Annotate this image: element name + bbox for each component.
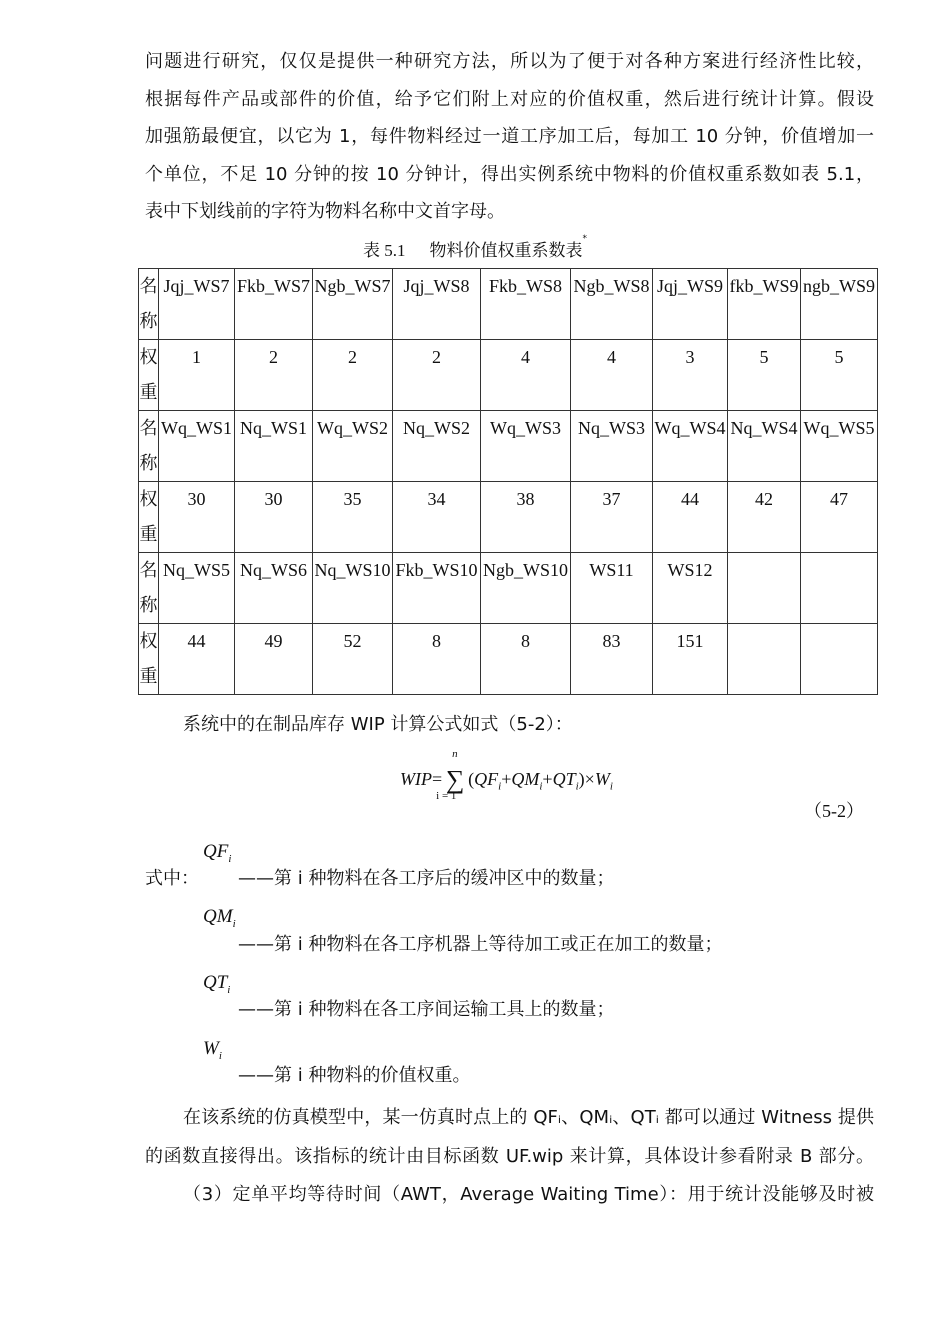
name-row [139, 269, 878, 340]
weight-value-cell: 4 [571, 340, 653, 411]
material-name-cell: Jqj_WS8 [393, 269, 481, 340]
material-name-cell: ngb_WS9 [801, 269, 878, 340]
material-name-cell: Wq_WS2 [313, 411, 393, 482]
paragraph-line: 在该系统的仿真模型中，某一仿真时点上的 QFᵢ、QMᵢ、QTᵢ 都可以通过 Witness 提供 [183, 1107, 874, 1128]
weight-value-cell: 5 [801, 340, 878, 411]
material-name-cell: Fkb_WS8 [481, 269, 571, 340]
paragraph-line: （3）定单平均等待时间（AWT，Average Waiting Time）：用于统计没能够及时被 [183, 1184, 874, 1205]
wip-formula [400, 748, 613, 802]
material-name-cell: Wq_WS5 [801, 411, 878, 482]
weight-value-cell [728, 624, 801, 695]
weight-value-cell: 37 [571, 482, 653, 553]
weight-value-cell: 2 [313, 340, 393, 411]
material-name-cell: Ngb_WS8 [571, 269, 653, 340]
paragraph-line: 表中下划线前的字符为物料名称中文首字母。 [145, 201, 505, 222]
material-name-cell: WS11 [571, 553, 653, 624]
material-name-cell: Jqj_WS9 [653, 269, 728, 340]
material-name-cell: Ngb_WS7 [313, 269, 393, 340]
formula-qm: QM [511, 769, 540, 789]
formula-sub: i [609, 780, 613, 793]
weight-value-cell: 44 [159, 624, 235, 695]
symbol-w: $W_i$ [203, 1038, 222, 1062]
weight-value-cell [801, 624, 878, 695]
formula-qt: QT [552, 769, 576, 789]
material-name-cell: Fkb_WS10 [393, 553, 481, 624]
formula-equals: = [431, 769, 443, 789]
weight-value-cell: 4 [481, 340, 571, 411]
material-name-cell: Ngb_WS10 [481, 553, 571, 624]
weight-value-cell: 5 [728, 340, 801, 411]
weight-value-cell: 44 [653, 482, 728, 553]
material-name-cell: Wq_WS1 [159, 411, 235, 482]
table-number: 表 5.1 [363, 241, 406, 260]
weight-row [139, 482, 878, 553]
weight-row-header: 权重 [139, 624, 159, 695]
weight-value-cell: 2 [235, 340, 313, 411]
material-name-cell: WS12 [653, 553, 728, 624]
weight-value-cell: 30 [159, 482, 235, 553]
formula-plus: + [542, 769, 553, 789]
material-name-cell: Jqj_WS7 [159, 269, 235, 340]
name-row-header: 名称 [139, 411, 159, 482]
name-row [139, 553, 878, 624]
definition-qm: ——第 i 种物料在各工序机器上等待加工或正在加工的数量； [238, 934, 723, 955]
weight-value-cell: 47 [801, 482, 878, 553]
equation-number: （5-2） [804, 801, 864, 821]
weight-value-cell: 1 [159, 340, 235, 411]
formula-w: W [594, 769, 610, 789]
weight-table [138, 268, 878, 695]
weight-value-cell: 83 [571, 624, 653, 695]
weight-value-cell: 34 [393, 482, 481, 553]
formula-lhs: WIP [400, 769, 432, 789]
paragraph-line: 的函数直接得出。该指标的统计由目标函数 UF.wip 来计算，具体设计参看附录 B 部分。 [145, 1146, 874, 1167]
weight-value-cell: 2 [393, 340, 481, 411]
definitions-prefix: 式中： [145, 868, 199, 889]
paragraph-line: 问题进行研究，仅仅是提供一种研究方法，所以为了便于对各种方案进行经济性比较， [145, 51, 874, 72]
paragraph-line: 加强筋最便宜，以它为 1，每件物料经过一道工序加工后，每加工 10 分钟，价值增加一 [145, 126, 874, 147]
weight-value-cell: 8 [481, 624, 571, 695]
table-title: 物料价值权重系数表 [429, 241, 583, 261]
symbol-qf: $QF_i$ [203, 841, 232, 865]
weight-value-cell: 42 [728, 482, 801, 553]
symbol-qm: $QM_i$ [203, 906, 236, 930]
material-name-cell: Wq_WS3 [481, 411, 571, 482]
weight-value-cell: 8 [393, 624, 481, 695]
weight-row-header: 权重 [139, 482, 159, 553]
table-caption [0, 236, 950, 261]
weight-value-cell: 151 [653, 624, 728, 695]
name-row-header: 名称 [139, 553, 159, 624]
formula-close: )× [578, 769, 595, 789]
formula-plus: + [501, 769, 512, 789]
weight-value-cell: 3 [653, 340, 728, 411]
material-name-cell [728, 553, 801, 624]
weight-value-cell: 52 [313, 624, 393, 695]
material-name-cell [801, 553, 878, 624]
material-name-cell: fkb_WS9 [728, 269, 801, 340]
material-name-cell: Nq_WS2 [393, 411, 481, 482]
definition-qf: ——第 i 种物料在各工序后的缓冲区中的数量； [238, 868, 615, 889]
weight-row [139, 340, 878, 411]
name-row [139, 411, 878, 482]
weight-row [139, 624, 878, 695]
table-caption-mark: * [582, 234, 587, 244]
weight-value-cell: 38 [481, 482, 571, 553]
paragraph-line: 根据每件产品或部件的价值，给予它们附上对应的价值权重，然后进行统计计算。假设 [145, 89, 874, 110]
formula-sub: i [498, 780, 502, 793]
material-name-cell: Nq_WS5 [159, 553, 235, 624]
material-name-cell: Wq_WS4 [653, 411, 728, 482]
weight-value-cell: 30 [235, 482, 313, 553]
symbol-qt: $QT_i$ [203, 972, 231, 996]
definition-w: ——第 i 种物料的价值权重。 [238, 1065, 471, 1086]
material-name-cell: Nq_WS3 [571, 411, 653, 482]
sum-lower: i = 1 [436, 790, 457, 802]
table-body [139, 269, 878, 695]
sum-operator [436, 748, 468, 802]
material-name-cell: Nq_WS10 [313, 553, 393, 624]
material-name-cell: Nq_WS6 [235, 553, 313, 624]
weight-row-header: 权重 [139, 340, 159, 411]
sigma-symbol: ∑ [445, 765, 465, 794]
weight-value-cell: 35 [313, 482, 393, 553]
sum-upper: n [452, 748, 458, 760]
paragraph-line: 个单位，不足 10 分钟的按 10 分钟计，得出实例系统中物料的价值权重系数如表 5.1， [145, 164, 874, 185]
material-name-cell: Nq_WS4 [728, 411, 801, 482]
formula-sub: i [539, 780, 543, 793]
material-name-cell: Nq_WS1 [235, 411, 313, 482]
name-row-header: 名称 [139, 269, 159, 340]
formula-qf: QF [474, 769, 499, 789]
formula-intro: 系统中的在制品库存 WIP 计算公式如式（5-2）： [183, 714, 573, 735]
weight-value-cell: 49 [235, 624, 313, 695]
formula-sub: i [575, 780, 579, 793]
definition-qt: ——第 i 种物料在各工序间运输工具上的数量； [238, 999, 615, 1020]
formula-open-paren: ( [468, 769, 475, 789]
material-name-cell: Fkb_WS7 [235, 269, 313, 340]
